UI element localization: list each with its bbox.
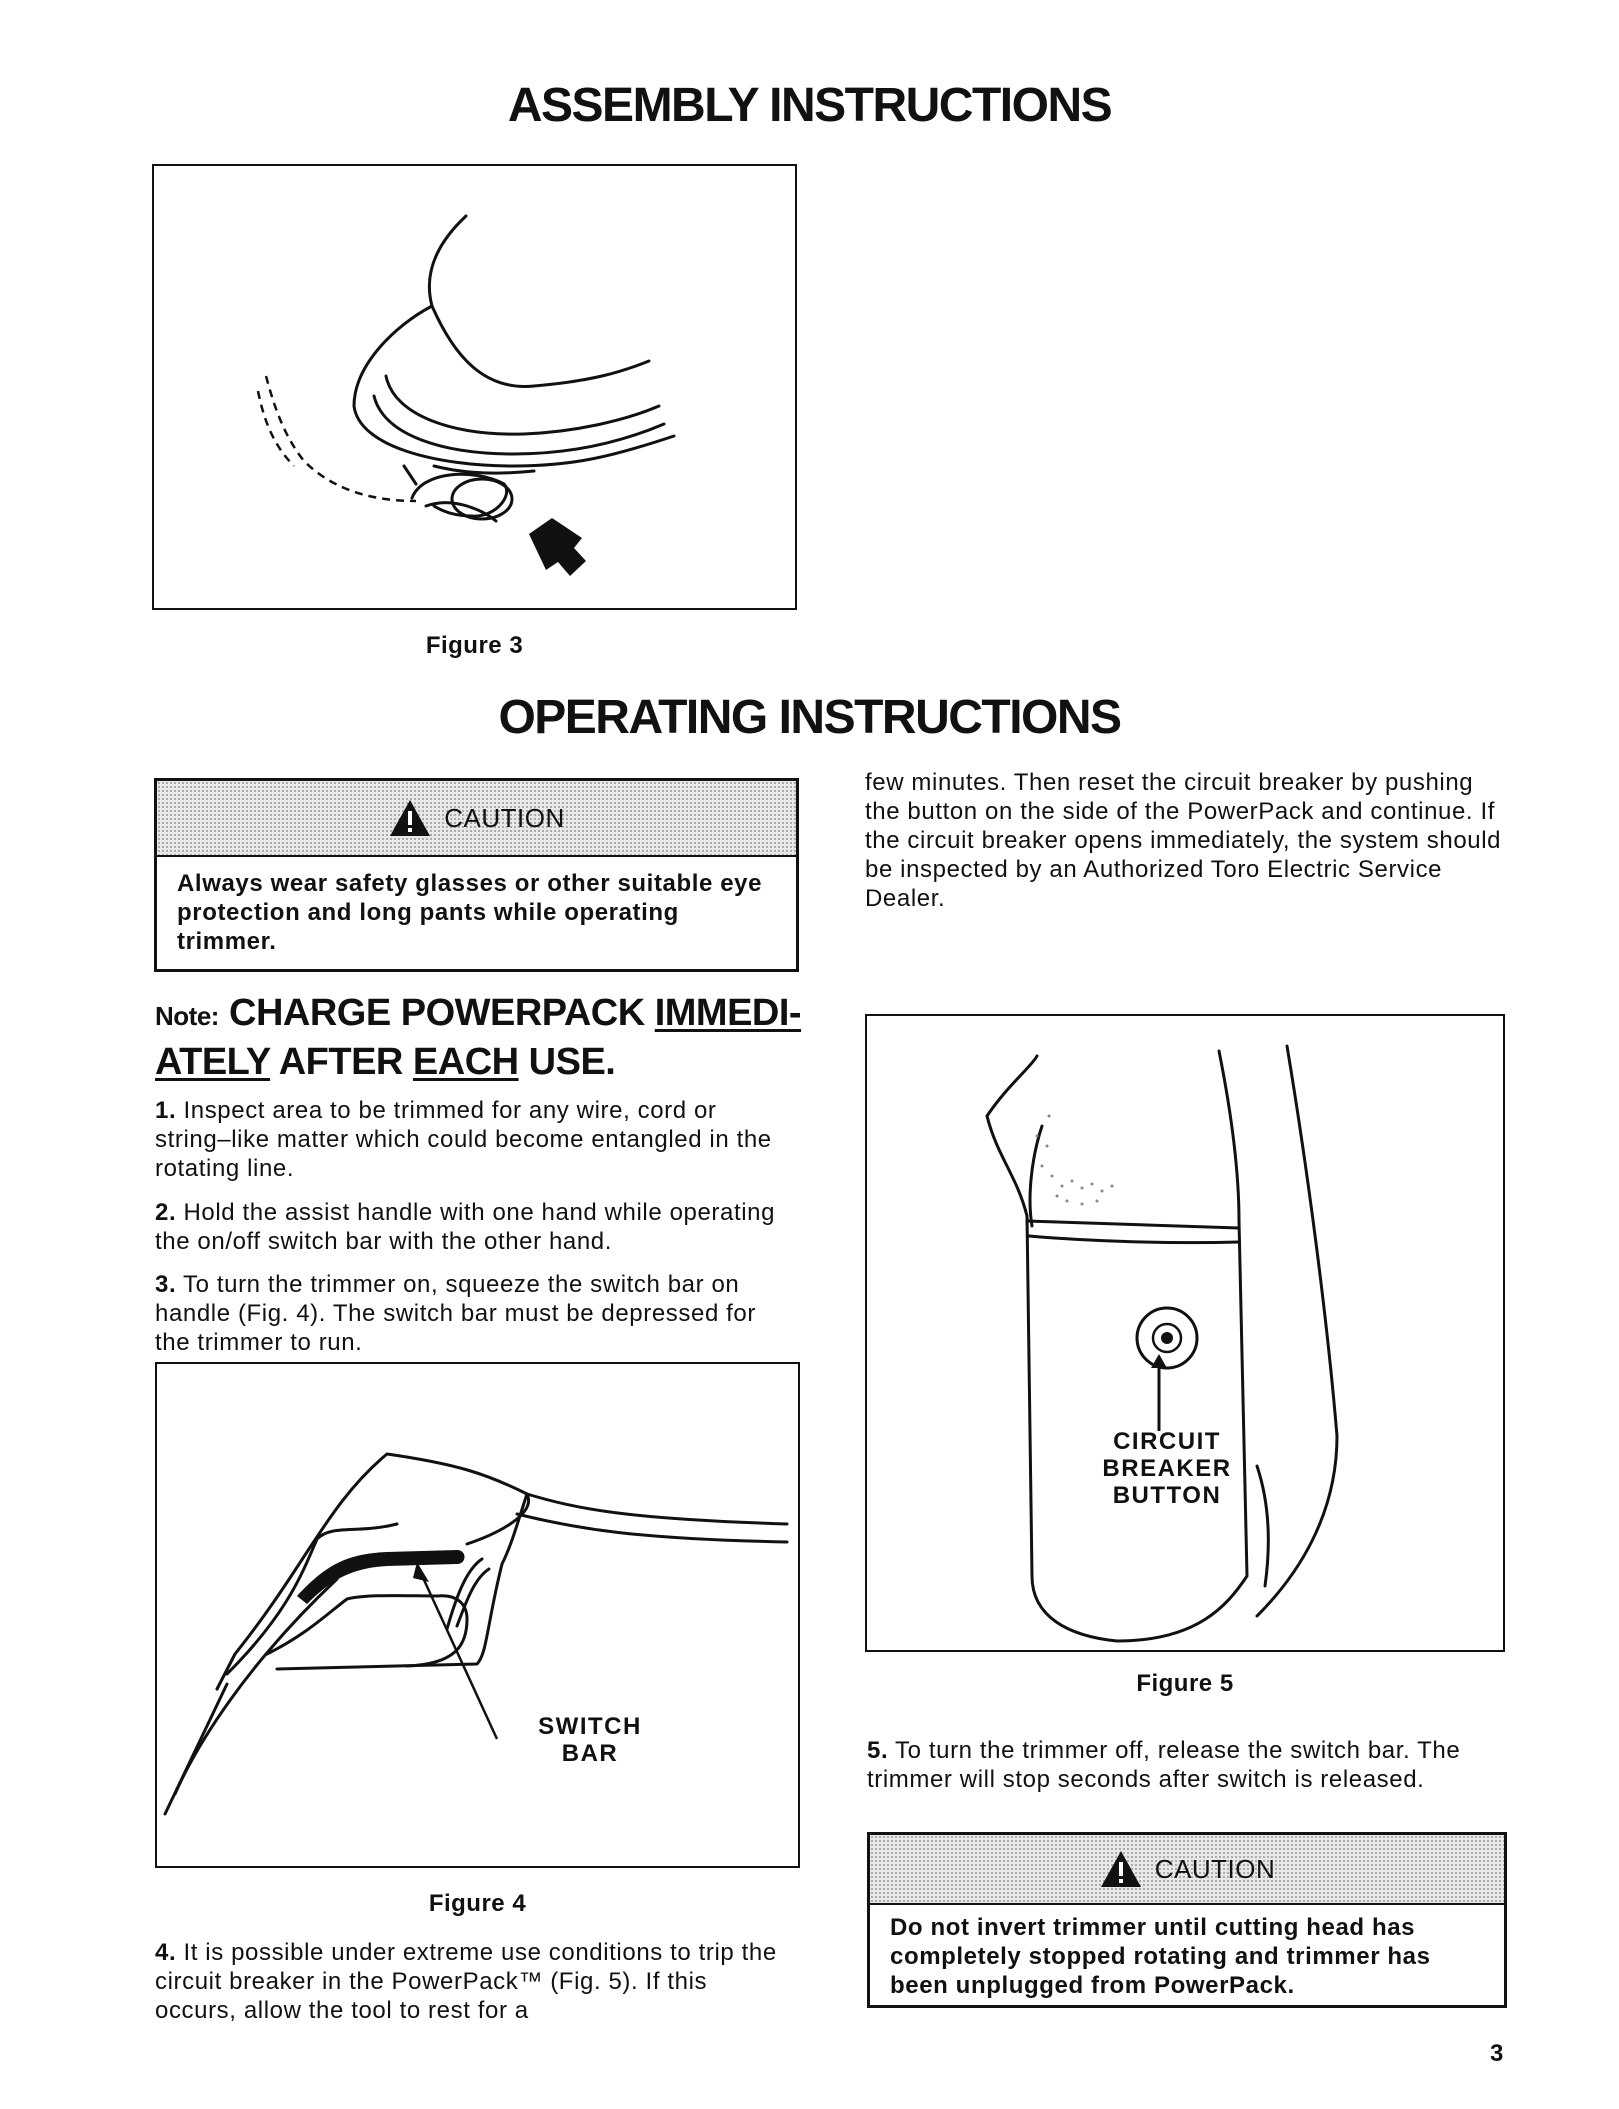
note-text: USE. xyxy=(518,1041,616,1083)
warning-triangle-icon xyxy=(388,798,432,838)
figure-4-caption: Figure 4 xyxy=(428,1890,527,1917)
figure-3-box xyxy=(152,164,797,610)
step-number: 3. xyxy=(155,1271,177,1298)
caution-header xyxy=(870,1835,1504,1905)
charge-note xyxy=(155,990,805,1085)
note-text: CHARGE POWERPACK xyxy=(229,992,655,1034)
label-line: CIRCUIT xyxy=(1113,1428,1221,1455)
note-underlined: EACH xyxy=(412,1041,519,1083)
step-number: 2. xyxy=(155,1199,177,1226)
caution-text: Always wear safety glasses or other suitable eye protection and long pants while operating trimmer. xyxy=(177,870,763,955)
label-line: BUTTON xyxy=(1112,1482,1222,1509)
note-text: AFTER xyxy=(270,1041,413,1083)
step-text: To turn the trimmer off, release the switch bar. The trimmer will stop seconds after switch is released. xyxy=(867,1737,1461,1793)
step-1 xyxy=(155,1096,795,1183)
step-3 xyxy=(155,1270,795,1357)
figure-5-box xyxy=(865,1014,1505,1652)
caution-text: Do not invert trimmer until cutting head has completely stopped rotating and trimmer has been unplugged from PowerPack. xyxy=(890,1914,1431,1999)
operating-title: OPERATING INSTRUCTIONS xyxy=(498,691,1121,744)
caution-heading: CAUTION xyxy=(1154,1853,1276,1884)
label-line: SWITCH xyxy=(538,1713,642,1740)
figure-3-illustration xyxy=(154,166,795,608)
step-text: Hold the assist handle with one hand while operating the on/off switch bar with the other hand. xyxy=(155,1199,776,1255)
caution-box-1 xyxy=(154,778,799,972)
step-number: 5. xyxy=(867,1737,889,1764)
step-text: To turn the trimmer on, squeeze the switch bar on handle (Fig. 4). The switch bar must be depressed for the trimmer to run. xyxy=(155,1271,756,1356)
step-4 xyxy=(155,1938,795,2025)
page-number: 3 xyxy=(1490,2040,1504,2067)
figure-3-caption: Figure 3 xyxy=(425,632,524,659)
figure-4-box xyxy=(155,1362,800,1868)
caution-box-2 xyxy=(867,1832,1507,2008)
step-number: 4. xyxy=(155,1939,177,1966)
warning-triangle-icon xyxy=(1099,1849,1143,1889)
assembly-title: ASSEMBLY INSTRUCTIONS xyxy=(507,79,1112,132)
figure-5-illustration xyxy=(867,1016,1503,1650)
switch-bar-label xyxy=(505,1713,675,1767)
label-line: BREAKER xyxy=(1102,1455,1232,1482)
figure-5-caption: Figure 5 xyxy=(1136,1670,1234,1697)
arrow-icon xyxy=(529,518,586,576)
step-text: Inspect area to be trimmed for any wire, cord or string–like matter which could become entangled in the rotating line. xyxy=(155,1097,772,1182)
note-underlined: IMMEDI- xyxy=(654,992,802,1034)
figure-4-illustration xyxy=(157,1364,798,1866)
step-5 xyxy=(867,1736,1507,1794)
circuit-breaker-label xyxy=(1097,1428,1237,1509)
caution-header xyxy=(157,781,796,857)
step-text: It is possible under extreme use conditions to trip the circuit breaker in the PowerPack™ (Fig. 5). If this occurs, allow the tool to rest for a xyxy=(155,1939,777,2024)
note-underlined: ATELY xyxy=(155,1041,271,1083)
step-number: 1. xyxy=(155,1097,177,1124)
note-prefix: Note: xyxy=(155,1001,219,1031)
step-4-continued: few minutes. Then reset the circuit breaker by pushing the button on the side of the PowerPack and continue. If the circuit breaker opens immediately, the system should be inspected by an Authorized Toro Electric Service Dealer. xyxy=(865,769,1502,912)
caution-heading: CAUTION xyxy=(444,802,565,833)
step-2 xyxy=(155,1198,795,1256)
label-line: BAR xyxy=(561,1740,619,1767)
